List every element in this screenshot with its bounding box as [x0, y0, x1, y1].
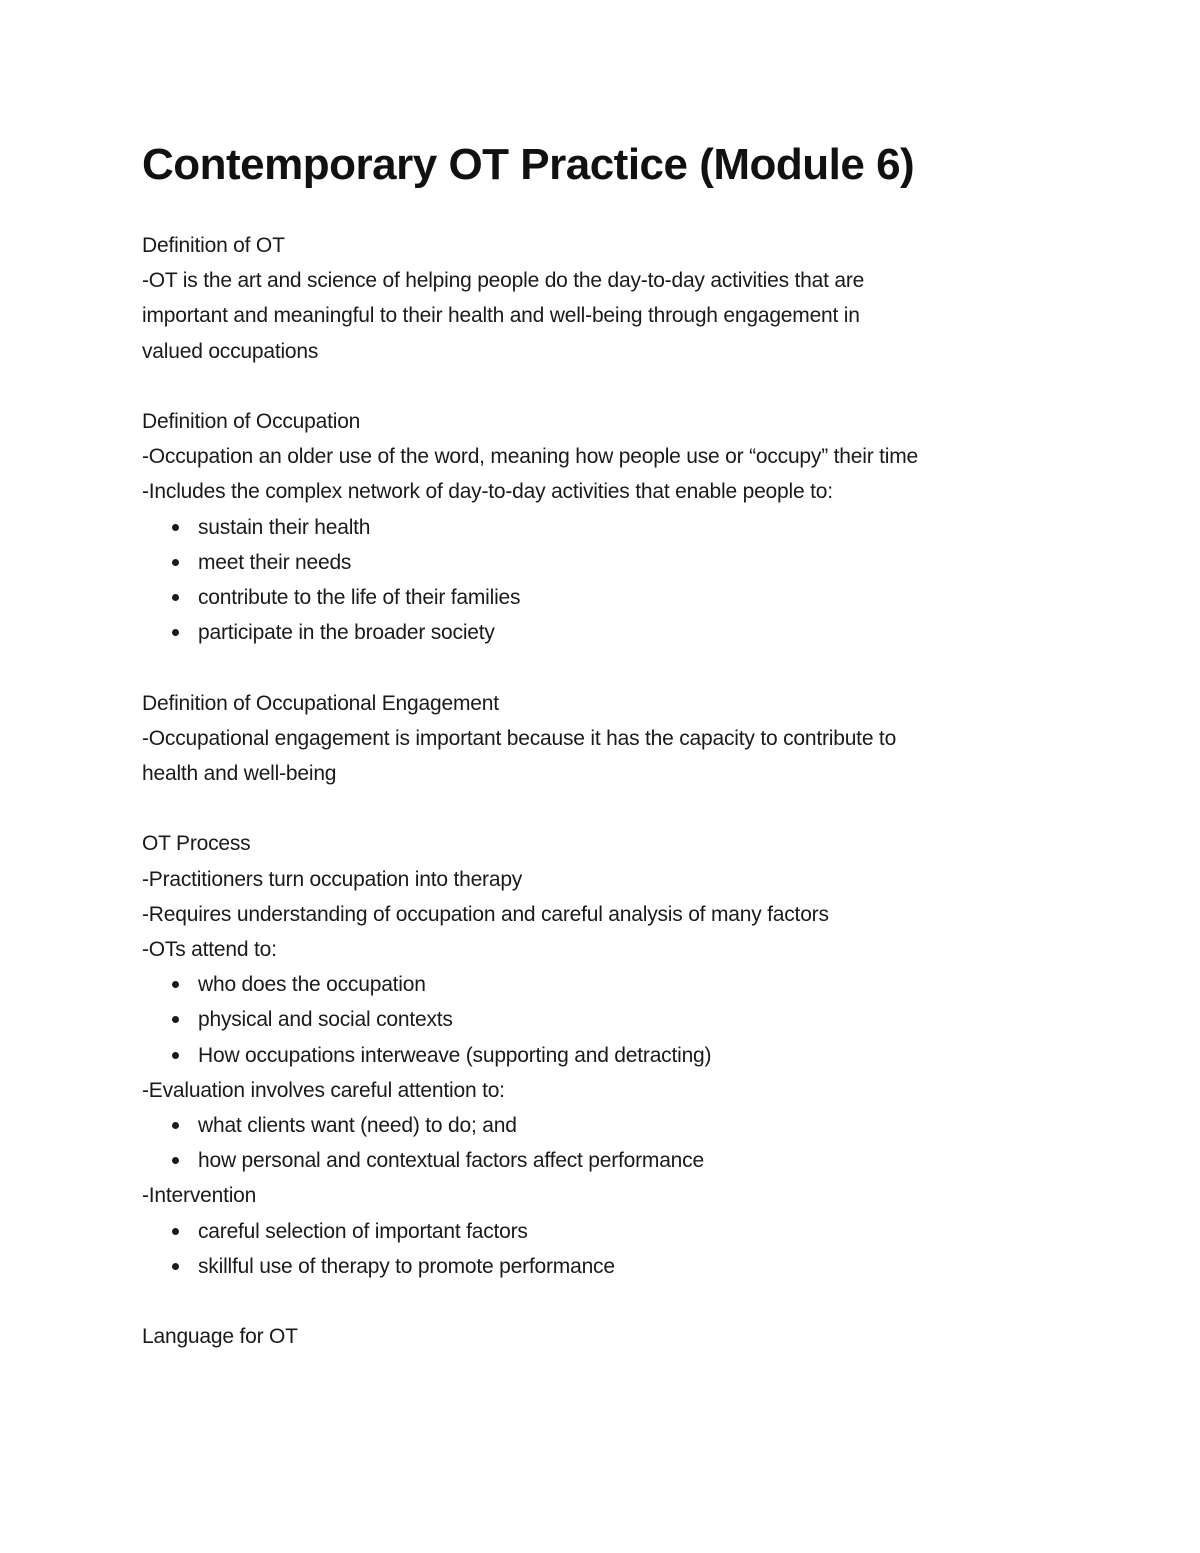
bullet-item: careful selection of important factors — [142, 1214, 1102, 1249]
text-line: -Occupational engagement is important because it has the capacity to contribute to — [142, 726, 897, 750]
intervention-bullet-list — [142, 1214, 1102, 1284]
text-line: -OTs attend to: — [142, 938, 277, 962]
bullet-item: skillful use of therapy to promote performance — [142, 1249, 1102, 1284]
document-title: Contemporary OT Practice (Module 6) — [142, 140, 915, 189]
bullet-item: how personal and contextual factors affect performance — [142, 1143, 1102, 1178]
text-line: important and meaningful to their health and well-being through engagement in — [142, 304, 860, 328]
bullet-item: who does the occupation — [142, 967, 1102, 1002]
bullet-item: what clients want (need) to do; and — [142, 1108, 1102, 1143]
occupation-bullet-list — [142, 510, 1102, 651]
text-line: -Occupation an older use of the word, meaning how people use or “occupy” their time — [142, 445, 918, 469]
section-heading-ot: Definition of OT — [142, 234, 285, 257]
bullet-item: meet their needs — [142, 545, 1102, 580]
text-line: -Requires understanding of occupation and careful analysis of many factors — [142, 902, 829, 926]
paragraph-gap — [142, 791, 1102, 826]
section-heading-process: OT Process — [142, 832, 251, 856]
bullet-item: participate in the broader society — [142, 615, 1102, 650]
paragraph-gap — [142, 369, 1102, 404]
document-body — [142, 228, 1102, 1354]
paragraph-gap — [142, 650, 1102, 685]
text-line: valued occupations — [142, 339, 319, 363]
text-line: -Evaluation involves careful attention to: — [142, 1078, 505, 1102]
section-heading-engagement: Definition of Occupational Engagement — [142, 691, 499, 715]
bullet-item: physical and social contexts — [142, 1002, 1102, 1037]
text-line: -Practitioners turn occupation into therapy — [142, 867, 523, 891]
bullet-item: How occupations interweave (supporting and detracting) — [142, 1038, 1102, 1073]
text-line: -OT is the art and science of helping people do the day-to-day activities that are — [142, 269, 865, 293]
attend-bullet-list — [142, 967, 1102, 1073]
text-line: -Intervention — [142, 1184, 257, 1208]
evaluation-bullet-list — [142, 1108, 1102, 1178]
bullet-item: sustain their health — [142, 510, 1102, 545]
section-heading-occupation: Definition of Occupation — [142, 410, 361, 433]
paragraph-gap — [142, 1284, 1102, 1319]
text-line: -Includes the complex network of day-to-day activities that enable people to: — [142, 480, 833, 504]
section-heading-language: Language for OT — [142, 1325, 298, 1349]
bullet-item: contribute to the life of their families — [142, 580, 1102, 615]
text-line: health and well-being — [142, 762, 337, 786]
